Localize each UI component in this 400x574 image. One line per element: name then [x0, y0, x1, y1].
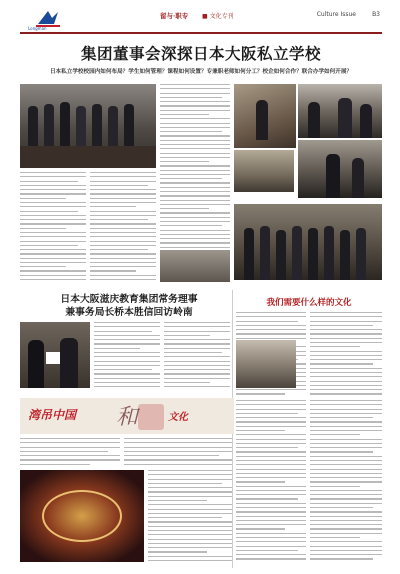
- story2-text-col1: [94, 322, 160, 388]
- handshake-photo: [20, 322, 90, 388]
- classroom-photo: [234, 84, 296, 148]
- culture-text-top: [20, 438, 120, 468]
- culture-text-col-a: [148, 470, 232, 562]
- masthead: [20, 6, 382, 34]
- lecture-hall-photo: [236, 340, 296, 388]
- lecture-photo: [234, 150, 294, 192]
- culture-banner: [20, 398, 234, 434]
- story2-headline: 日本大阪滋庆教育集团常务理事 兼事务局长桥本胜信回访岭南: [60, 294, 198, 318]
- main-subhead: 日本私立学校校园内如何布局？学生如何管理？课程如何设置？专兼职老师如何分工？校企如何合作？联合办学如何开展？: [49, 69, 353, 75]
- culture-text-col-c: [310, 400, 382, 562]
- meeting-photo: [160, 250, 230, 282]
- culture-text-col-b: [236, 400, 306, 562]
- visit-photo-1: [298, 84, 382, 138]
- logo-text: Longman: [28, 26, 47, 31]
- group-photo: [20, 84, 156, 168]
- group-photo-2: [234, 204, 382, 280]
- page-number: B3: [372, 11, 380, 18]
- story3-text-col2: [310, 312, 382, 396]
- ceramic-art-photo: [20, 470, 144, 562]
- culture-issue-label: Culture Issue: [316, 11, 356, 18]
- banner-left-text: 湾吊中国: [28, 408, 77, 422]
- culture-text-top-right: [124, 438, 232, 468]
- visit-photo-2: [298, 140, 382, 198]
- banner-right-text: 文化: [168, 412, 188, 423]
- main-headline: 集团董事会深探日本大阪私立学校: [80, 44, 321, 63]
- seal-decoration: [138, 404, 164, 430]
- section-name: ■ 文化专刊: [202, 13, 234, 20]
- paper-name: 留与·职专: [160, 12, 189, 20]
- main-story-text-col1: [20, 172, 86, 280]
- banner-mid-char: 和: [116, 405, 139, 430]
- story2-text-col2: [164, 322, 230, 388]
- main-story-text-col2: [90, 172, 156, 280]
- story3-headline: 我们需要什么样的文化: [266, 298, 352, 308]
